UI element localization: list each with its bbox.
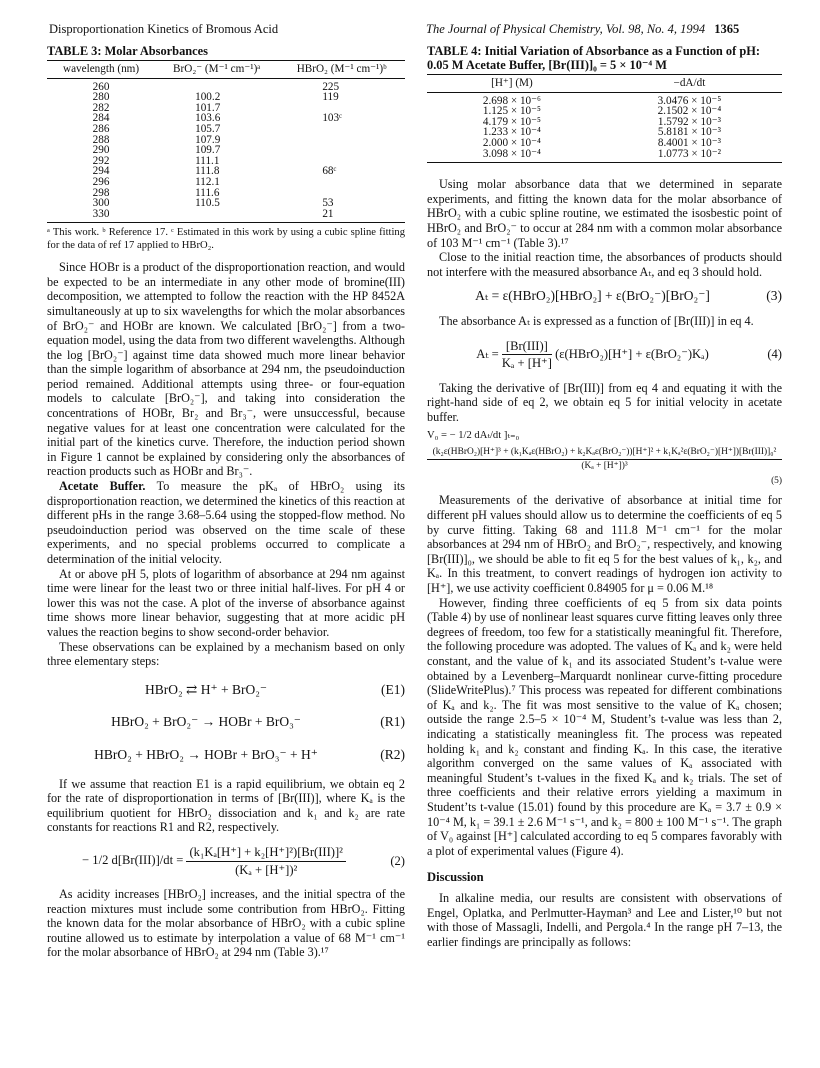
table-cell: 1.5792 × 10⁻³	[657, 115, 721, 128]
table-cell	[278, 188, 405, 199]
table4-row	[427, 127, 782, 138]
table-cell: 111.1	[195, 154, 220, 167]
table4-header-h: [H⁺] (M)	[427, 75, 597, 93]
table-cell: 260	[92, 80, 110, 93]
table3	[47, 60, 405, 223]
journal-citation: The Journal of Physical Chemistry, Vol. 98, No. 4, 1994	[426, 22, 706, 36]
paragraph: In alkaline media, our results are consistent with observations of Engel, Oplatka, and Perlmutter-Hayman³ and Lee and Lister,¹⁰ but not with those of Massagli, Indelli, and Pergola.⁴ In the range pH 7–13, the earlier findings are principally as follows:	[427, 890, 782, 949]
equation-number: (R2)	[380, 746, 405, 762]
table-cell: 1.233 × 10⁻⁴	[482, 126, 541, 139]
table-cell: 53	[322, 197, 334, 210]
left-column	[47, 44, 405, 960]
equation-number: (5)	[771, 476, 782, 487]
table-cell: 110.5	[195, 197, 220, 210]
table3-row	[47, 209, 405, 223]
paragraph: At or above pH 5, plots of logarithm of absorbance at 294 nm against time were linear for the least two or three initial half-lives. For pH 4 or lower this was not the case. A plot of the inverse of absorbance against time shows more linear behavior, suggesting that at more acidic pH values the reaction begins to show second-order behavior.	[47, 566, 405, 639]
equation-r1	[47, 715, 405, 730]
table-cell: 100.2	[195, 91, 221, 104]
equation-body: Aₜ = ε(HBrO₂)[HBrO₂] + ε(BrO₂⁻)[BrO₂⁻]	[475, 288, 710, 304]
table-cell: 2.698 × 10⁻⁶	[482, 94, 541, 107]
table-cell	[155, 78, 278, 92]
equation-numerator: (k₂ε(HBrO₂)[H⁺]³ + (k₁Kₐε(HBrO₂) + k₂Kₐε(BrO₂⁻))[H⁺]² + k₁Kₐ²ε(BrO₂⁻)[H⁺])[Br(III)]₀²	[427, 446, 782, 460]
table-cell: 111.8	[195, 165, 220, 178]
table3-header-wavelength: wavelength (nm)	[47, 61, 155, 79]
table-cell: 119	[322, 91, 339, 104]
equation-denominator: Kₐ + [H⁺]	[501, 356, 552, 371]
equation-lhs: − 1/2 d[Br(III)]/dt =	[82, 852, 184, 867]
equation-e1	[47, 683, 405, 698]
table-cell: 68ᶜ	[322, 165, 337, 178]
paragraph: Taking the derivative of [Br(III)] from eq 4 and equating it with the right-hand side of eq 2, we obtain eq 5 for initial velocity in acetate buffer.	[427, 380, 782, 424]
table-cell: 103.6	[195, 112, 221, 125]
paragraph: If we assume that reaction E1 is a rapid equilibrium, we obtain eq 2 for the rate of disproportionation in terms of [Br(III)], where Kₐ is the equilibrium quotient for HBrO₂ dissociation and k₁ and k₂ are rate constants for reactions R1 and R2, respectively.	[47, 776, 405, 835]
table3-row	[47, 177, 405, 188]
table4-row	[427, 138, 782, 149]
table-cell	[278, 135, 405, 146]
paragraph-lead: Acetate Buffer.	[59, 479, 146, 494]
table-cell: 2.1502 × 10⁻⁴	[657, 105, 722, 118]
equation-number: (E1)	[381, 681, 405, 697]
table4-row	[427, 92, 782, 106]
equation-number: (R1)	[380, 714, 405, 730]
table-cell: 3.098 × 10⁻⁴	[427, 149, 597, 163]
table-cell	[278, 124, 405, 135]
table-cell: 4.179 × 10⁻⁵	[482, 115, 541, 128]
table-cell: 2.000 × 10⁻⁴	[482, 136, 541, 149]
equation-r2	[47, 748, 405, 763]
table-cell	[155, 209, 278, 223]
equation-numerator: (k₁Kₐ[H⁺] + k₂[H⁺]²)[Br(III)]²	[186, 845, 345, 862]
table3-header-hbro2: HBrO₂ (M⁻¹ cm⁻¹)ᵇ	[278, 61, 405, 79]
table-cell	[278, 177, 405, 188]
equation-body: HBrO₂ ⇄ H⁺ + BrO₂⁻	[144, 681, 268, 697]
table-cell: 112.1	[195, 175, 220, 188]
table-cell: 292	[92, 154, 110, 167]
table-cell: 288	[92, 133, 110, 146]
equation-2	[47, 845, 405, 877]
table-cell	[278, 145, 405, 156]
table-cell: 300	[92, 197, 110, 210]
table-cell: 101.7	[195, 101, 221, 114]
table4-title: TABLE 4: Initial Variation of Absorbance as a Function of pH: 0.05 M Acetate Buffer, [Br(III)]₀ = 5 × 10⁻⁴ M	[427, 44, 760, 72]
running-header: Disproportionation Kinetics of Bromous Acid	[49, 22, 279, 36]
table-cell: 296	[92, 175, 110, 188]
table-cell: 330	[47, 209, 155, 223]
table-cell: 21	[278, 209, 405, 223]
equation-body: HBrO₂ + HBrO₂ → HOBr + BrO₃⁻ + H⁺	[94, 746, 318, 762]
equation-5	[427, 430, 782, 487]
table-cell: 8.4001 × 10⁻³	[657, 136, 721, 149]
paragraph: Using molar absorbance data that we determined in separate experiments, and fitting the known data for the molar absorbance of HBrO₂ with a cubic spline routine, we estimated the isosbestic point of HBrO₂ and BrO₂⁻ to occur at 284 nm with a common molar absorbance of 103 M⁻¹ cm⁻¹ (Table 3).¹⁷	[427, 177, 782, 250]
table3-row	[47, 124, 405, 135]
equation-4	[427, 339, 782, 371]
equation-number: (2)	[390, 853, 405, 868]
equation-lhs: V₀ = − 1/2 dAₜ/dt ]ₜ₌₀	[427, 430, 520, 442]
page-number: 1365	[714, 22, 740, 36]
table3-row	[47, 78, 405, 92]
paragraph: However, finding three coefficients of eq 5 from six data points (Table 4) by use of nonlinear least squares curve fitting leaves only three degrees of freedom, too few for a statistically meaningful fit. Therefore, the following procedure was adopted. The values of Kₐ and k₂ were held constant, and the value of k₁ and its associated Student’s t-value were obtained by a Levenberg–Marquardt nonlinear curve-fitting procedure (SlideWritePlus).⁷ This process was repeated for different combinations of Kₐ and k₂. The fit was most sensitive to the value of Kₐ chosen; outside the range 2.5–5 × 10⁻⁴ M, Student’s t-value was less than 2, indicating a statistically meaningless fit. The process was repeated holding k₁ and k₂ constant and finding Kₐ. In this case, the iterative algorithm converged on the same values of Kₐ associated with meaningful Student’s t-values in the fixed Kₐ and k₂ trials. The set of three coefficients and their relative errors yielding a maximum in Student’ts t-value (15.01) found by this procedure are Kₐ = 3.7 ± 0.9 × 10⁻⁴ M, k₁ = 39.1 ± 2.6 M⁻¹ s⁻¹, and k₂ = 800 ± 100 M⁻¹ s⁻¹. The graph of V₀ against [H⁺] calculated according to eq 5 compares favorably with a plot of experimental values (Figure 4).	[427, 595, 782, 858]
journal-header	[426, 22, 739, 37]
equation-3	[427, 289, 782, 304]
table3-footnote: ᵃ This work. ᵇ Reference 17. ᶜ Estimated in this work by using a cubic spline fitting for the data of ref 17 applied to HBrO₂.	[47, 227, 405, 251]
table-cell: 107.9	[195, 133, 221, 146]
table-cell: 225	[322, 80, 340, 93]
equation-fraction	[502, 339, 552, 371]
equation-numerator: [Br(III)]	[502, 339, 552, 356]
equation-fraction	[186, 845, 345, 877]
table-cell: 1.125 × 10⁻⁵	[482, 105, 541, 118]
equation-denominator: (Kₐ + [H⁺])³	[581, 461, 628, 472]
table4-row	[427, 149, 782, 163]
table-cell: 280	[92, 91, 110, 104]
paragraph: Close to the initial reaction time, the absorbances of products should not interfere with the measured absorbance Aₜ, and eq 3 should hold.	[427, 250, 782, 279]
table-cell	[278, 156, 405, 167]
paragraph: These observations can be explained by a mechanism based on only three elementary steps:	[47, 639, 405, 669]
table4-row	[427, 106, 782, 117]
table-cell: 298	[92, 186, 110, 199]
table3-header-bro2: BrO₂⁻ (M⁻¹ cm⁻¹)ᵃ	[155, 61, 278, 79]
table-cell: 5.8181 × 10⁻³	[657, 126, 721, 139]
table3-title: TABLE 3: Molar Absorbances	[47, 44, 208, 58]
table-cell: 3.0476 × 10⁻⁵	[657, 94, 722, 107]
table-cell: 109.7	[195, 144, 221, 157]
equation-body: HBrO₂ + BrO₂⁻ → HOBr + BrO₃⁻	[111, 714, 301, 730]
table-cell: 290	[92, 144, 110, 157]
section-heading: Discussion	[427, 870, 484, 885]
paragraph-acetate	[47, 479, 405, 567]
table-cell: 111.6	[195, 186, 220, 199]
table-cell: 284	[92, 112, 110, 125]
table-cell: 1.0773 × 10⁻²	[597, 149, 782, 163]
equation-number: (4)	[767, 347, 782, 362]
table-cell: 294	[92, 165, 110, 178]
equation-rhs: (ε(HBrO₂)[H⁺] + ε(BrO₂⁻)Kₐ)	[555, 346, 709, 361]
right-column	[427, 44, 782, 949]
paragraph: Since HOBr is a product of the disproportionation reaction, and would be expected to be an intermediate in any other mode of bromine(III) decomposition, we attempted to follow the reaction with the HP 8452A simultaneously at up to six wavelengths for which the molar absorbances of BrO₂⁻ and HOBr are known. We calculated [BrO₂⁻] from a two-equation model, using the data from two different wavelengths. Although the log [BrO₂⁻] against time data showed much more linear behavior than the simple logarithm of absorbance at 294 nm, the pseudoinduction period remained. Additional attempts using three- or four-equation models to calculate [BrO₂⁻], and taking into consideration the concentrations of HOBr, Br₂ and Br₃⁻, were unsuccessful, because negative values for at least one concentration were calculated for the initial part of the kinetics curve. Therefore, the induction period shown in Figure 1 cannot be explained by considering only the absorbances of reaction products such as HOBr and Br₃⁻.	[47, 260, 405, 479]
table-cell: 286	[92, 122, 110, 135]
table4-row	[427, 117, 782, 128]
paragraph: As acidity increases [HBrO₂] increases, and the initial spectra of the reaction mixtures must include some contribution from HBrO₂. Fitting the known data for the molar absorbance of HBrO₂ with a cubic spline routine allowed us to estimate by interpolation a value of 68 M⁻¹ cm⁻¹ for the molar absorbance of HBrO₂ at 294 nm (Table 3).¹⁷	[47, 887, 405, 960]
paragraph: The absorbance Aₜ is expressed as a function of [Br(III)] in eq 4.	[439, 313, 754, 328]
table4	[427, 74, 782, 163]
paragraph-text: To measure the pKₐ of HBrO₂ using its disproportionation reaction, we determined the kinetics of this reaction at different pHs in the range 3.68–5.64 using the stopped-flow method. No pseudoinduction period was observed on the time scale of these experiments, and no special problems occurred to complicate a determination of the initial velocity.	[47, 479, 405, 566]
equation-denominator: (Kₐ + [H⁺])²	[235, 862, 298, 877]
equation-number: (3)	[766, 288, 782, 304]
table-cell: 282	[92, 101, 110, 114]
table4-header-dadt: −dA/dt	[597, 75, 782, 93]
table-cell: 103ᶜ	[322, 112, 342, 125]
equation-lhs: Aₜ =	[476, 346, 499, 361]
paragraph: Measurements of the derivative of absorbance at initial time for different pH values should allow us to determine the coefficients of eq 5 by curve fitting. Taking 68 and 111.8 M⁻¹ cm⁻¹ for the molar absorbances at 294 nm of HBrO₂ and BrO₂⁻, respectively, and knowing [Br(III)]₀, we should be able to fit eq 5 for the best values of k₁, k₂, and Kₐ. In this treatment, to convert readings of hydrogen ion activity to [H⁺], we use activity coefficient 0.84905 for μ = 0.06 M.¹⁸	[427, 493, 782, 596]
table-cell: 105.7	[195, 122, 221, 135]
